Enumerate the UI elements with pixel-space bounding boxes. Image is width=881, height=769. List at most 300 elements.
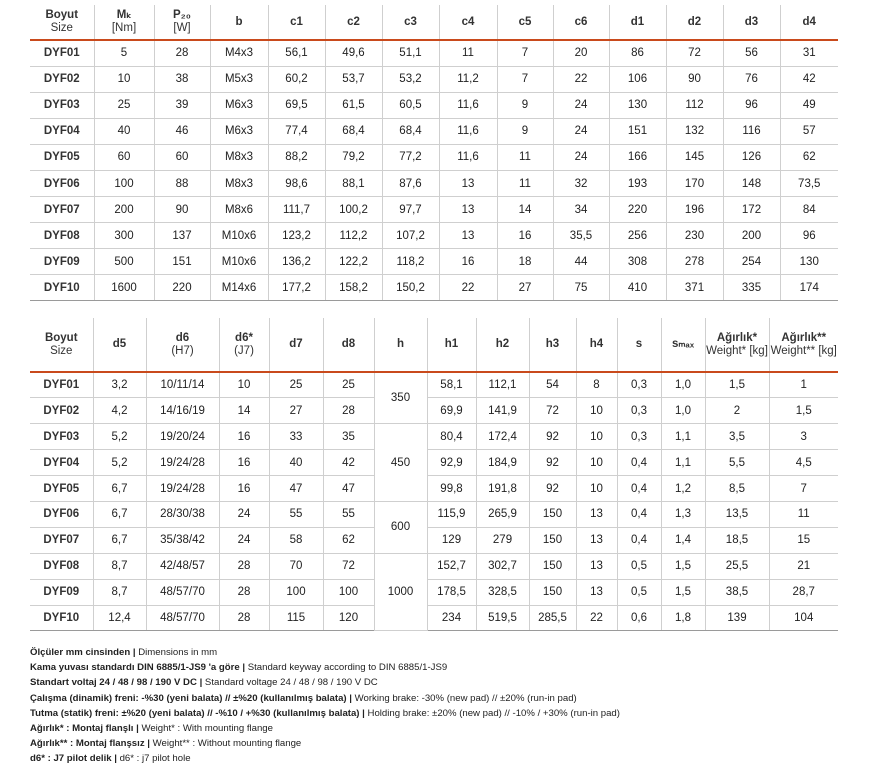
table-cell: 42 (323, 450, 374, 476)
table-cell: 150 (529, 527, 576, 553)
table-cell: 302,7 (476, 553, 529, 579)
table-row (30, 398, 838, 424)
table-cell: 20 (553, 40, 609, 66)
table-cell: 92 (529, 476, 576, 502)
table-cell: 519,5 (476, 605, 529, 631)
footnote-line (30, 721, 870, 736)
table-cell: 13 (439, 170, 497, 196)
table-cell: M8x3 (210, 170, 268, 196)
table-cell: M8x3 (210, 144, 268, 170)
table1-header-7 (439, 5, 497, 40)
table-cell: 8 (576, 372, 617, 398)
table2-header-5 (323, 318, 374, 372)
table-cell: 16 (219, 424, 269, 450)
table-cell: 145 (666, 144, 723, 170)
table-cell: 88,1 (325, 170, 382, 196)
table-cell: 11 (769, 501, 838, 527)
table-cell: 0,4 (617, 527, 661, 553)
table-cell: 92 (529, 450, 576, 476)
table-cell: 27 (497, 275, 553, 301)
table1-header-6 (382, 5, 439, 40)
table-cell: 75 (553, 275, 609, 301)
table2-header-0 (30, 318, 93, 372)
row-size-cell: DYF05 (30, 476, 93, 502)
row-size-cell: DYF02 (30, 398, 93, 424)
table-cell: 1,0 (661, 398, 705, 424)
footnote-english: Standard keyway according to DIN 6885/1-JS9 (247, 662, 448, 674)
header-label: c2 (347, 15, 360, 28)
header-label: P₂₀ (173, 9, 191, 21)
table-cell: 1,5 (705, 372, 769, 398)
footnote-line (30, 660, 870, 675)
table-cell: 53,2 (382, 66, 439, 92)
row-size-cell: DYF07 (30, 527, 93, 553)
table-cell: 84 (780, 197, 838, 223)
table2-header-4 (269, 318, 323, 372)
footnote-line (30, 751, 870, 766)
table-cell: 0,3 (617, 424, 661, 450)
table-cell: 25 (323, 372, 374, 398)
table2-header-13 (705, 318, 769, 372)
table-cell: 35,5 (553, 223, 609, 249)
table-cell: 122,2 (325, 249, 382, 275)
table-cell: 16 (219, 450, 269, 476)
table-cell: 88 (154, 170, 210, 196)
table2-header-12 (661, 318, 705, 372)
header-unit: Weight** [kg] (770, 344, 837, 357)
table-cell: 100,2 (325, 197, 382, 223)
table-cell: 1,5 (661, 579, 705, 605)
table-cell: 166 (609, 144, 666, 170)
table-cell: 42/48/57 (146, 553, 219, 579)
header-label: c4 (461, 15, 475, 28)
table-cell: 54 (529, 372, 576, 398)
table-cell: 60,2 (268, 66, 325, 92)
row-size-cell: DYF03 (30, 424, 93, 450)
table1-header-1 (94, 5, 154, 40)
table2-header-10 (576, 318, 617, 372)
dimensions-table-2 (30, 318, 838, 631)
header-label: Boyut (44, 331, 78, 344)
table-cell: M5x3 (210, 66, 268, 92)
table-cell: 1,4 (661, 527, 705, 553)
table2-header-6 (374, 318, 427, 372)
table-cell: 9 (497, 118, 553, 144)
footnote-separator: | (239, 662, 248, 674)
footnote-separator: | (346, 692, 355, 704)
table-cell: 1,3 (661, 501, 705, 527)
table-cell: 265,9 (476, 501, 529, 527)
table-cell: 196 (666, 197, 723, 223)
table-cell: 32 (553, 170, 609, 196)
table-cell: 24 (553, 144, 609, 170)
footnote-turkish: d6* : J7 pilot delik (30, 753, 112, 765)
h-group-cell: 350 (374, 372, 427, 424)
table-cell: 150 (529, 579, 576, 605)
header-label: c5 (518, 15, 532, 28)
table1-header-0 (30, 5, 94, 40)
footnote-english: Holding brake: ±20% (new pad) // -10% / +30% (run-in pad) (367, 707, 620, 719)
header-label: sₘₐₓ (671, 338, 695, 350)
table-cell: 28 (154, 40, 210, 66)
table-cell: 148 (723, 170, 780, 196)
header-label: Ağırlık* (716, 331, 758, 344)
table-cell: M14x6 (210, 275, 268, 301)
table-cell: 60 (154, 144, 210, 170)
table-cell: 184,9 (476, 450, 529, 476)
table-cell: 1,1 (661, 424, 705, 450)
table-cell: M6x3 (210, 118, 268, 144)
table-cell: 99,8 (427, 476, 476, 502)
table-cell: 0,4 (617, 450, 661, 476)
table-cell: 18 (497, 249, 553, 275)
table-cell: 178,5 (427, 579, 476, 605)
table-cell: 150,2 (382, 275, 439, 301)
table-cell: 5,2 (93, 450, 146, 476)
table-cell: 28,7 (769, 579, 838, 605)
table-cell: 136,2 (268, 249, 325, 275)
table-cell: 92,9 (427, 450, 476, 476)
table-cell: 13 (439, 223, 497, 249)
table-cell: 172 (723, 197, 780, 223)
footnote-separator: | (111, 753, 120, 765)
table-cell: 28 (219, 605, 269, 631)
header-label: d4 (802, 15, 816, 28)
header-unit: (J7) (234, 344, 254, 357)
row-size-cell: DYF02 (30, 66, 94, 92)
table-cell: 6,7 (93, 501, 146, 527)
table1-header-3 (210, 5, 268, 40)
footnote-line (30, 706, 870, 721)
table-row (30, 450, 838, 476)
table-cell: 56 (723, 40, 780, 66)
footnote-line (30, 675, 870, 690)
footnote-english: Standard voltage 24 / 48 / 98 / 190 V DC (204, 677, 378, 689)
table-cell: 234 (427, 605, 476, 631)
table-row (30, 605, 838, 631)
table-cell: 33 (269, 424, 323, 450)
table-cell: 69,5 (268, 92, 325, 118)
table-cell: 14 (219, 398, 269, 424)
h-group-cell: 1000 (374, 553, 427, 631)
row-size-cell: DYF08 (30, 223, 94, 249)
table-cell: 60 (94, 144, 154, 170)
footnote-turkish: Ölçüler mm cinsinden (30, 647, 131, 658)
table-cell: 10 (94, 66, 154, 92)
table-cell: 31 (780, 40, 838, 66)
table-cell: 120 (323, 605, 374, 631)
header-label: d8 (341, 338, 356, 350)
table-cell: 90 (666, 66, 723, 92)
table-row (30, 197, 838, 223)
table-cell: 200 (723, 223, 780, 249)
table-row (30, 170, 838, 196)
table-cell: 2 (705, 398, 769, 424)
footnote-turkish: Ağırlık* : Montaj flanşlı (30, 723, 134, 735)
table-cell: 86 (609, 40, 666, 66)
table-cell: 7 (497, 40, 553, 66)
table-cell: 308 (609, 249, 666, 275)
row-size-cell: DYF04 (30, 450, 93, 476)
header-label: d6* (235, 331, 253, 344)
footnote-english: Working brake: -30% (new pad) // ±20% (run-in pad) (354, 692, 577, 704)
header-label: h (396, 338, 405, 350)
footnote-english: Weight* : With mounting flange (141, 723, 273, 735)
table-cell: 12,4 (93, 605, 146, 631)
footnote-english: Weight** : Without mounting flange (152, 738, 302, 750)
row-size-cell: DYF10 (30, 605, 93, 631)
table-cell: 46 (154, 118, 210, 144)
dimensions-table-1 (30, 5, 838, 301)
table-cell: 24 (553, 118, 609, 144)
table-cell: 10 (576, 398, 617, 424)
table-cell: 77,4 (268, 118, 325, 144)
table-cell: 335 (723, 275, 780, 301)
table2-header-14 (769, 318, 838, 372)
table1-header-11 (666, 5, 723, 40)
table-cell: 1,8 (661, 605, 705, 631)
table-cell: 57 (780, 118, 838, 144)
table2-header-1 (93, 318, 146, 372)
footnote-turkish: Kama yuvası standardı DIN 6885/1-JS9 'a göre (30, 662, 240, 674)
table-cell: 28 (219, 553, 269, 579)
table-cell: 150 (529, 553, 576, 579)
table-row (30, 553, 838, 579)
table-cell: 100 (269, 579, 323, 605)
table-cell: 42 (780, 66, 838, 92)
footnote-separator: | (130, 647, 139, 658)
row-size-cell: DYF04 (30, 118, 94, 144)
table-cell: 279 (476, 527, 529, 553)
table-cell: 112,2 (325, 223, 382, 249)
table2-header-8 (476, 318, 529, 372)
table-cell: M6x3 (210, 92, 268, 118)
table-cell: 53,7 (325, 66, 382, 92)
footnote-turkish: Çalışma (dinamik) freni: -%30 (yeni balata) // ±%20 (kullanılmış balata) (30, 692, 347, 704)
header-label: h2 (495, 338, 510, 350)
table-cell: 72 (666, 40, 723, 66)
table-cell: 13 (439, 197, 497, 223)
table-cell: 70 (269, 553, 323, 579)
table-cell: 112,1 (476, 372, 529, 398)
table-cell: 150 (529, 501, 576, 527)
table-cell: 11,2 (439, 66, 497, 92)
table-row (30, 223, 838, 249)
footnotes (30, 645, 870, 767)
table-cell: 96 (723, 92, 780, 118)
table2-header-3 (219, 318, 269, 372)
table-cell: 151 (154, 249, 210, 275)
table-cell: M4x3 (210, 40, 268, 66)
table-cell: 11,6 (439, 118, 497, 144)
table-cell: 3,2 (93, 372, 146, 398)
table-cell: 174 (780, 275, 838, 301)
table-row (30, 40, 838, 66)
table1-header-8 (497, 5, 553, 40)
table-cell: 16 (497, 223, 553, 249)
table-cell: 55 (323, 501, 374, 527)
table-row (30, 92, 838, 118)
table-cell: 0,6 (617, 605, 661, 631)
table1-header-9 (553, 5, 609, 40)
header-label: Boyut (45, 9, 79, 21)
header-unit: Size (50, 344, 73, 357)
table-row (30, 527, 838, 553)
table-cell: 60,5 (382, 92, 439, 118)
table-cell: 87,6 (382, 170, 439, 196)
table-cell: 51,1 (382, 40, 439, 66)
header-label: c1 (290, 15, 303, 28)
table-cell: 38 (154, 66, 210, 92)
table-cell: 15 (769, 527, 838, 553)
header-label: Ağırlık** (781, 331, 827, 344)
table-cell: 47 (269, 476, 323, 502)
table-cell: 27 (269, 398, 323, 424)
table-cell: 1600 (94, 275, 154, 301)
row-size-cell: DYF10 (30, 275, 94, 301)
table-cell: 8,7 (93, 553, 146, 579)
table1-header-4 (268, 5, 325, 40)
footnote-turkish: Standart voltaj 24 / 48 / 98 / 190 V DC (30, 677, 197, 689)
table-cell: 25 (94, 92, 154, 118)
h-group-cell: 450 (374, 424, 427, 502)
table2-header-2 (146, 318, 219, 372)
table-cell: 10/11/14 (146, 372, 219, 398)
table-cell: 371 (666, 275, 723, 301)
table-cell: 6,7 (93, 527, 146, 553)
table-cell: 1,0 (661, 372, 705, 398)
row-size-cell: DYF01 (30, 40, 94, 66)
table-cell: 152,7 (427, 553, 476, 579)
table-cell: 13 (576, 527, 617, 553)
table-cell: 14/16/19 (146, 398, 219, 424)
table-cell: 62 (323, 527, 374, 553)
table-cell: 77,2 (382, 144, 439, 170)
table-cell: 49 (780, 92, 838, 118)
table-row (30, 66, 838, 92)
footnote-separator: | (133, 723, 142, 735)
row-size-cell: DYF07 (30, 197, 94, 223)
table-cell: 115,9 (427, 501, 476, 527)
header-label: c6 (574, 15, 588, 28)
table-cell: 35/38/42 (146, 527, 219, 553)
table-cell: 130 (609, 92, 666, 118)
table-cell: 68,4 (325, 118, 382, 144)
table-cell: 100 (323, 579, 374, 605)
header-label: d6 (175, 331, 190, 344)
table-cell: 220 (154, 275, 210, 301)
table-cell: 129 (427, 527, 476, 553)
table-cell: M8x6 (210, 197, 268, 223)
table-cell: 34 (553, 197, 609, 223)
table1-header-5 (325, 5, 382, 40)
table-cell: 0,3 (617, 372, 661, 398)
table2-header-9 (529, 318, 576, 372)
table-cell: 230 (666, 223, 723, 249)
row-size-cell: DYF06 (30, 170, 94, 196)
table-cell: 13,5 (705, 501, 769, 527)
table-cell: 22 (576, 605, 617, 631)
table-cell: 191,8 (476, 476, 529, 502)
table-cell: 3 (769, 424, 838, 450)
table1-header-2 (154, 5, 210, 40)
table-row (30, 424, 838, 450)
header-label: c3 (404, 15, 417, 28)
table-row (30, 372, 838, 398)
table-cell: 16 (219, 476, 269, 502)
table-cell: 21 (769, 553, 838, 579)
row-size-cell: DYF03 (30, 92, 94, 118)
table-cell: 1,5 (769, 398, 838, 424)
table-cell: 0,4 (617, 476, 661, 502)
table-cell: 115 (269, 605, 323, 631)
table-cell: 107,2 (382, 223, 439, 249)
footnote-english: Dimensions in mm (138, 647, 218, 658)
table-cell: 58 (269, 527, 323, 553)
table-cell: 6,7 (93, 476, 146, 502)
table-cell: 7 (497, 66, 553, 92)
table-cell: 0,4 (617, 501, 661, 527)
table-cell: 13 (576, 553, 617, 579)
table-cell: 40 (269, 450, 323, 476)
table-cell: 24 (219, 527, 269, 553)
footnote-turkish: Ağırlık** : Montaj flanşsız (30, 738, 145, 750)
header-label: d1 (630, 15, 645, 28)
table-cell: 11 (497, 170, 553, 196)
table-cell: 3,5 (705, 424, 769, 450)
table-2-header-row (30, 318, 838, 372)
header-label: Mₖ (116, 9, 132, 21)
table-cell: 97,7 (382, 197, 439, 223)
table-cell: 172,4 (476, 424, 529, 450)
table-cell: 24 (553, 92, 609, 118)
table-cell: 14 (497, 197, 553, 223)
footnote-english: d6* : j7 pilot hole (119, 753, 191, 765)
table-cell: 123,2 (268, 223, 325, 249)
table-cell: 28/30/38 (146, 501, 219, 527)
table-cell: 158,2 (325, 275, 382, 301)
table-cell: 220 (609, 197, 666, 223)
table-row (30, 275, 838, 301)
table2-header-11 (617, 318, 661, 372)
table-cell: 90 (154, 197, 210, 223)
table-cell: 25 (269, 372, 323, 398)
table-cell: 55 (269, 501, 323, 527)
table-cell: 80,4 (427, 424, 476, 450)
table-row (30, 118, 838, 144)
table-cell: M10x6 (210, 249, 268, 275)
table-cell: 112 (666, 92, 723, 118)
header-unit: [W] (173, 22, 191, 34)
table1-header-12 (723, 5, 780, 40)
table-cell: 0,5 (617, 553, 661, 579)
table-cell: 88,2 (268, 144, 325, 170)
table-row (30, 579, 838, 605)
table-cell: 106 (609, 66, 666, 92)
table-cell: 72 (529, 398, 576, 424)
table-cell: 35 (323, 424, 374, 450)
table-cell: 48/57/70 (146, 605, 219, 631)
table-cell: 39 (154, 92, 210, 118)
table-cell: 61,5 (325, 92, 382, 118)
table-cell: 79,2 (325, 144, 382, 170)
table-cell: 111,7 (268, 197, 325, 223)
table-cell: 24 (219, 501, 269, 527)
table-cell: 76 (723, 66, 780, 92)
table-cell: 5,2 (93, 424, 146, 450)
table-row (30, 501, 838, 527)
footnote-separator: | (359, 707, 368, 719)
